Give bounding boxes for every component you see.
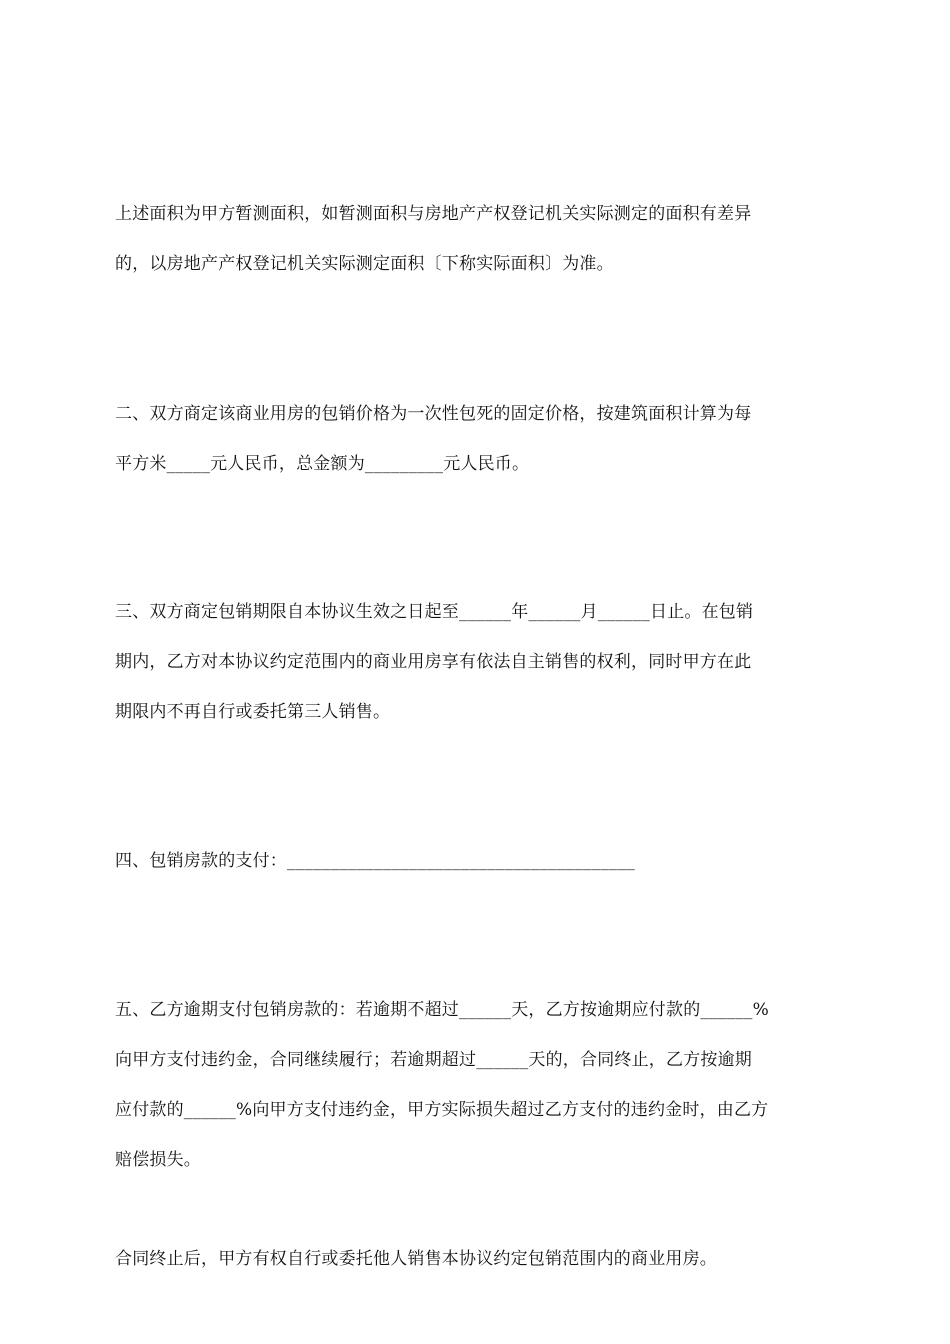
para5-line1: 五、乙方逾期支付包销房款的：若逾期不超过______天，乙方按逾期应付款的______% xyxy=(115,1000,769,1020)
para1-line1: 上述面积为甲方暂测面积，如暂测面积与房地产产权登记机关实际测定的面积有差异 xyxy=(115,204,752,224)
para3-line3: 期限内不再自行或委托第三人销售。 xyxy=(115,702,391,722)
para2-line2: 平方米_____元人民币，总金额为_________元人民币。 xyxy=(115,454,530,474)
para5-line2: 向甲方支付违约金，合同继续履行；若逾期超过______天的，合同终止，乙方按逾期 xyxy=(115,1050,752,1070)
para3-line2: 期内，乙方对本协议约定范围内的商业用房享有依法自主销售的权利，同时甲方在此 xyxy=(115,652,752,672)
para5-line3: 应付款的______%向甲方支付违约金，甲方实际损失超过乙方支付的违约金时，由乙方 xyxy=(115,1100,769,1120)
para3-line1: 三、双方商定包销期限自本协议生效之日起至______年______月______日止。在包销 xyxy=(115,602,754,622)
para1-line2: 的，以房地产产权登记机关实际测定面积〔下称实际面积〕为准。 xyxy=(115,254,614,274)
para6-line1: 合同终止后，甲方有权自行或委托他人销售本协议约定包销范围内的商业用房。 xyxy=(115,1249,717,1269)
para5-line4: 赔偿损失。 xyxy=(115,1150,201,1170)
para4-line1: 四、包销房款的支付：________________________________________ xyxy=(115,851,635,871)
para2-line1: 二、双方商定该商业用房的包销价格为一次性包死的固定价格，按建筑面积计算为每 xyxy=(115,404,752,424)
